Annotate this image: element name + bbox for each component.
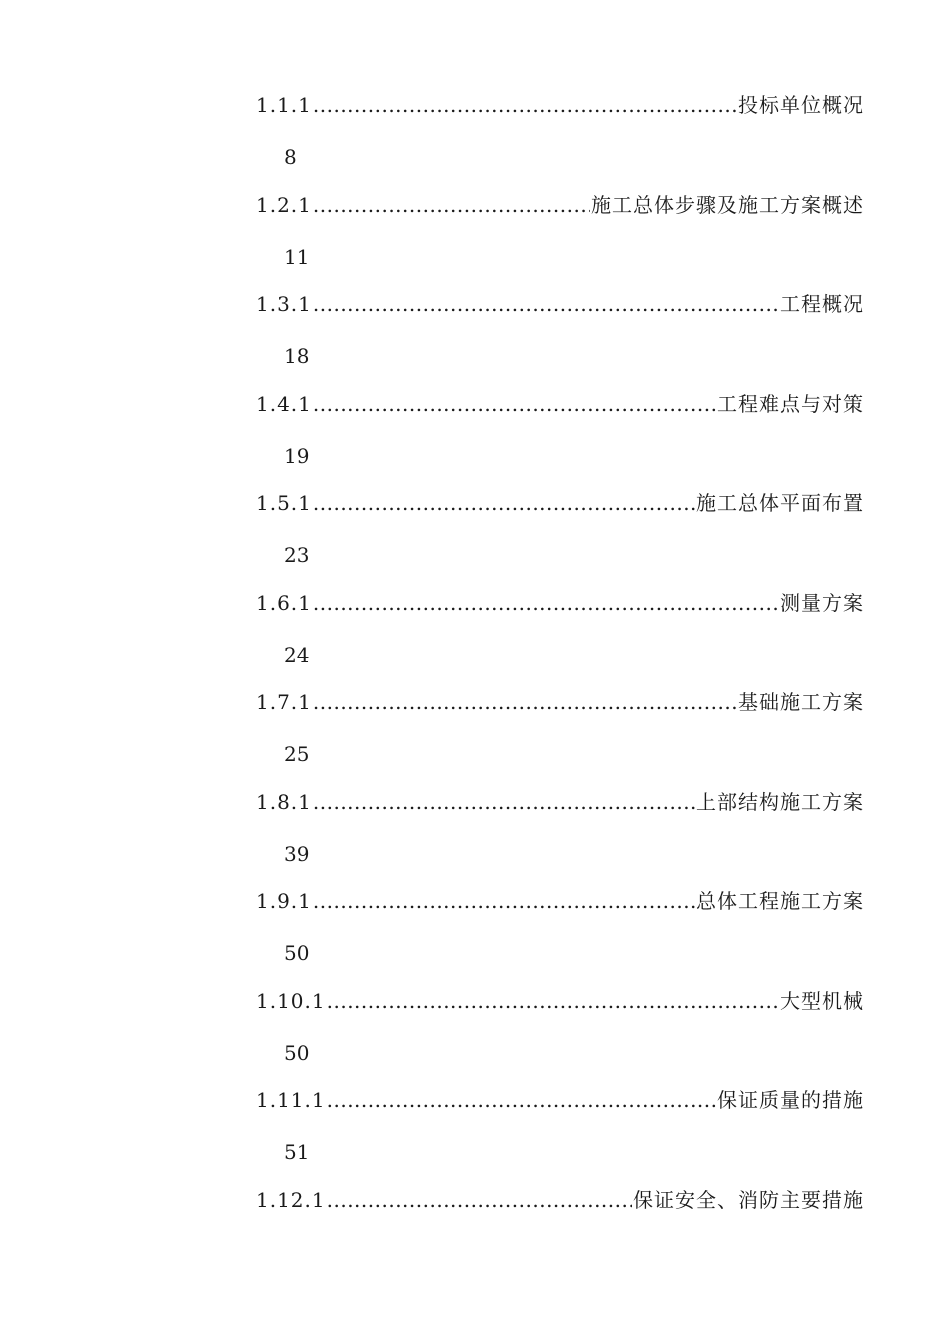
toc-entry[interactable] (256, 182, 864, 282)
toc-entry-number: 1.7.1 (256, 690, 312, 714)
toc-entry-title[interactable]: 工程概况 (780, 292, 864, 316)
toc-entry-number: 1.2.1 (256, 192, 312, 217)
toc-entry-title[interactable]: 总体工程施工方案 (696, 889, 864, 913)
toc-entry-page: 23 (284, 543, 310, 567)
toc-entry-line[interactable] (256, 82, 864, 128)
toc-dot-leader (327, 978, 779, 1024)
toc-entry-number: 1.3.1 (256, 292, 312, 316)
toc-entry-number: 1.11.1 (256, 1088, 326, 1112)
toc-entry-number: 1.6.1 (256, 590, 312, 615)
toc-dot-leader (313, 679, 737, 725)
toc-entry-page: 25 (284, 742, 310, 766)
toc-entry-page: 8 (284, 145, 297, 169)
toc-entry[interactable] (256, 480, 864, 580)
toc-entry-title[interactable]: 基础施工方案 (738, 690, 864, 714)
toc-entry-title[interactable]: 施工总体步骤及施工方案概述 (591, 192, 864, 217)
toc-entry-page: 11 (284, 244, 310, 269)
toc-dot-leader (313, 182, 590, 228)
toc-entry-page: 50 (284, 1040, 310, 1065)
toc-dot-leader (313, 82, 737, 128)
toc-entry-page: 39 (284, 841, 310, 866)
toc-dot-leader (313, 779, 695, 825)
toc-dot-leader (313, 878, 695, 924)
toc-entry-title[interactable]: 投标单位概况 (738, 93, 864, 117)
toc-entry-title[interactable]: 保证质量的措施 (717, 1088, 864, 1112)
toc-entry-title[interactable]: 上部结构施工方案 (696, 789, 864, 814)
toc-dot-leader (327, 1177, 632, 1223)
toc-entry-line[interactable] (256, 978, 864, 1024)
table-of-contents (256, 82, 864, 1276)
toc-entry[interactable] (256, 580, 864, 680)
toc-entry[interactable] (256, 978, 864, 1078)
toc-entry[interactable] (256, 779, 864, 879)
toc-dot-leader (327, 1077, 716, 1123)
toc-entry-title[interactable]: 施工总体平面布置 (696, 491, 864, 515)
toc-entry-line[interactable] (256, 381, 864, 427)
toc-entry-page: 19 (284, 443, 310, 468)
toc-entry[interactable] (256, 1077, 864, 1177)
toc-entry-number: 1.9.1 (256, 889, 312, 913)
toc-dot-leader (313, 381, 716, 427)
toc-entry-number: 1.1.1 (256, 93, 312, 117)
toc-entry-page: 24 (284, 642, 310, 667)
toc-entry-number: 1.10.1 (256, 988, 326, 1013)
toc-dot-leader (313, 480, 695, 526)
toc-entry[interactable] (256, 679, 864, 779)
toc-entry[interactable] (256, 1177, 864, 1277)
toc-entry-title[interactable]: 测量方案 (780, 590, 864, 615)
toc-entry-line[interactable] (256, 679, 864, 725)
toc-entry-title[interactable]: 保证安全、消防主要措施 (633, 1187, 864, 1212)
toc-entry-page: 18 (284, 344, 310, 368)
toc-dot-leader (313, 281, 779, 327)
toc-entry-line[interactable] (256, 779, 864, 825)
toc-entry-line[interactable] (256, 1077, 864, 1123)
toc-entry-number: 1.8.1 (256, 789, 312, 814)
toc-entry[interactable] (256, 878, 864, 978)
toc-entry-number: 1.5.1 (256, 491, 312, 515)
toc-entry-title[interactable]: 工程难点与对策 (717, 391, 864, 416)
toc-entry[interactable] (256, 82, 864, 182)
toc-entry-page: 51 (284, 1140, 310, 1164)
toc-dot-leader (313, 580, 779, 626)
toc-entry-line[interactable] (256, 182, 864, 228)
toc-entry[interactable] (256, 381, 864, 481)
toc-entry-line[interactable] (256, 1177, 864, 1223)
toc-entry-line[interactable] (256, 281, 864, 327)
toc-entry-line[interactable] (256, 580, 864, 626)
toc-entry-title[interactable]: 大型机械 (780, 988, 864, 1013)
toc-entry-page: 50 (284, 941, 310, 965)
toc-entry-line[interactable] (256, 480, 864, 526)
toc-entry-number: 1.12.1 (256, 1187, 326, 1212)
toc-entry[interactable] (256, 281, 864, 381)
toc-entry-number: 1.4.1 (256, 391, 312, 416)
toc-entry-line[interactable] (256, 878, 864, 924)
